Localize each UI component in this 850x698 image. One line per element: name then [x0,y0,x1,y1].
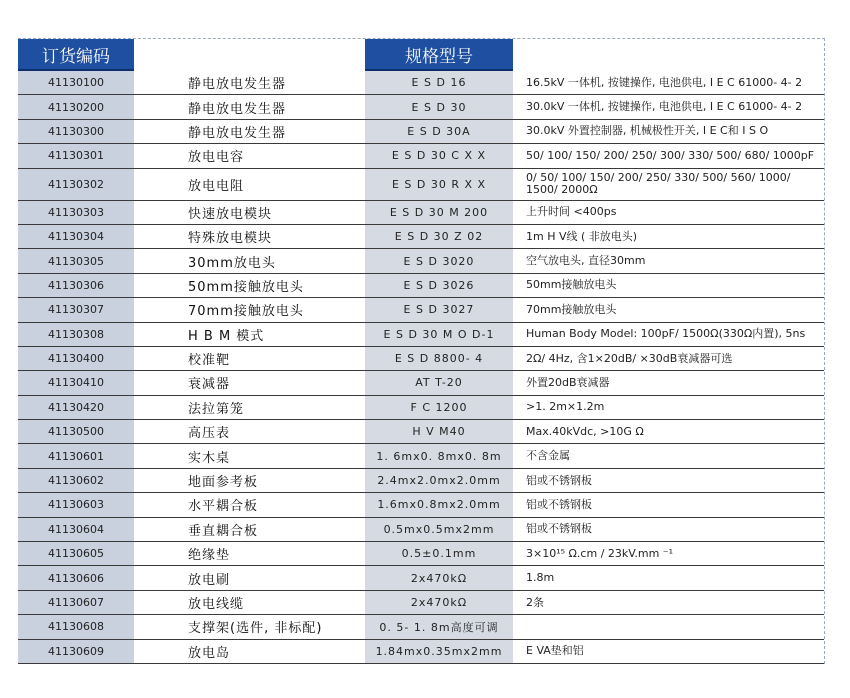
product-name-cell: 70mm接触放电头 [188,304,304,320]
description-cell [513,615,824,638]
order-code-cell: 41130303 [18,201,134,224]
table-row [18,542,824,566]
spec-model-header: 规格型号 [365,39,513,71]
product-name-cell: 实木桌 [188,450,231,466]
spec-model-cell: E S D 30A [365,120,513,143]
description-cell: 2条 [526,595,544,609]
product-name-cell: 静电放电发生器 [188,101,287,117]
product-name-cell: 衰减器 [188,377,231,393]
spec-model-cell: E S D 8800- 4 [365,347,513,370]
table-row [18,371,824,395]
product-name-cell: 校准靶 [188,353,231,369]
description-cell: 铝或不锈钢板 [526,522,592,536]
order-code-cell: 41130420 [18,396,134,419]
table-header [18,39,824,71]
order-code-cell: 41130410 [18,371,134,394]
description-cell: Human Body Model: 100pF/ 1500Ω(330Ω内置), 5ns [526,327,806,341]
product-name-cell: 静电放电发生器 [188,77,287,93]
order-code-cell: 41130302 [18,169,134,200]
spec-model-cell: 2x470kΩ [365,591,513,614]
spec-model-cell: E S D 3027 [365,298,513,321]
description-cell: 70mm接触放电头 [526,302,617,316]
description-cell: 16.5kV 一体机, 按键操作, 电池供电, I E C 61000- 4- 2 [526,75,803,89]
order-code-cell: 41130605 [18,542,134,565]
spec-model-cell: AT T-20 [365,371,513,394]
description-cell: >1. 2m×1.2m [526,400,605,414]
description-cell: 30.0kV 外置控制器, 机械极性开关, I E C和 I S O [526,124,769,138]
description-cell: 3×10¹⁵ Ω.cm / 23kV.mm ⁻¹ [526,546,674,560]
order-code-cell: 41130608 [18,615,134,638]
product-name-cell: 放电线缆 [188,597,245,612]
spec-model-cell: 1.84mx0.35mx2mm [365,640,513,663]
table-row [18,347,824,371]
order-code-header: 订货编码 [18,39,134,71]
product-name-cell: H B M 模式 [188,328,265,344]
description-cell: 50mm接触放电头 [526,278,617,292]
spec-model-cell: 1.6mx0.8mx2.0mm [365,493,513,516]
product-name-cell: 垂直耦合板 [188,523,259,539]
spec-model-cell: 0.5±0.1mm [365,542,513,565]
table-row [18,298,824,322]
table-row [18,591,824,615]
table-row [18,493,824,517]
spec-model-cell: H V M40 [365,420,513,443]
order-code-cell: 41130304 [18,225,134,248]
spec-model-cell: E S D 30 R X X [365,169,513,200]
table-row [18,566,824,590]
product-name-cell: 50mm接触放电头 [188,279,304,295]
spec-model-cell: E S D 30 M O D-1 [365,323,513,346]
table-row [18,95,824,119]
table-row [18,420,824,444]
order-code-cell: 41130604 [18,518,134,541]
description-cell: 铝或不锈钢板 [526,497,592,511]
product-name-cell: 放电电阻 [188,178,245,194]
product-name-cell: 水平耦合板 [188,499,259,515]
table-row [18,518,824,542]
product-name-cell: 放电刷 [188,572,231,588]
table-row [18,274,824,298]
spec-model-cell: 0. 5- 1. 8m高度可调 [365,615,513,638]
product-name-cell: 高压表 [188,426,231,442]
product-name-cell: 静电放电发生器 [188,125,287,141]
table-row [18,444,824,468]
product-name-cell: 地面参考板 [188,475,259,491]
spec-model-cell: E S D 3026 [365,274,513,297]
description-cell: 30.0kV 一体机, 按键操作, 电池供电, I E C 61000- 4- 2 [526,100,803,114]
spec-model-cell: E S D 30 Z 02 [365,225,513,248]
table-body [18,71,824,664]
table-row [18,169,824,201]
order-code-cell: 41130606 [18,566,134,589]
table-row [18,249,824,273]
order-code-cell: 41130500 [18,420,134,443]
order-code-cell: 41130305 [18,249,134,272]
description-cell: E VA垫和铝 [526,644,584,658]
spec-model-cell: 1. 6mx0. 8mx0. 8m [365,444,513,467]
table-row [18,71,824,95]
spec-model-cell: E S D 3020 [365,249,513,272]
description-cell: 50/ 100/ 150/ 200/ 250/ 300/ 330/ 500/ 680/ 1000pF [526,148,815,162]
product-name-cell: 支撑架(选件, 非标配) [188,621,323,637]
table-row [18,469,824,493]
description-cell: 2Ω/ 4Hz, 含1×20dB/ ×30dB衰减器可选 [526,351,733,365]
description-cell: 铝或不锈钢板 [526,473,592,487]
spec-model-cell: E S D 30 C X X [365,144,513,167]
order-code-cell: 41130400 [18,347,134,370]
order-code-cell: 41130603 [18,493,134,516]
order-code-cell: 41130307 [18,298,134,321]
table-row [18,615,824,639]
order-code-cell: 41130100 [18,71,134,94]
spec-model-cell: E S D 30 M 200 [365,201,513,224]
order-code-cell: 41130306 [18,274,134,297]
order-code-cell: 41130301 [18,144,134,167]
product-name-cell: 30mm放电头 [188,255,276,271]
product-name-cell: 绝缘垫 [188,548,231,564]
order-code-cell: 41130601 [18,444,134,467]
table-row [18,120,824,144]
spec-model-cell: E S D 16 [365,71,513,94]
description-cell: 1m H V线 ( 非放电头) [526,229,638,243]
description-cell: Max.40kVdc, >10G Ω [526,424,644,438]
table-row [18,323,824,347]
order-code-cell: 41130308 [18,323,134,346]
product-name-cell: 放电电容 [188,150,245,166]
description-cell: 不含金属 [526,449,570,463]
description-cell: 0/ 50/ 100/ 150/ 200/ 250/ 330/ 500/ 560/ 1000/ 1500/ 2000Ω [526,171,791,197]
table-row [18,201,824,225]
spec-model-cell: 2.4mx2.0mx2.0mm [365,469,513,492]
table-row [18,144,824,168]
order-code-cell: 41130200 [18,95,134,118]
order-code-cell: 41130609 [18,640,134,663]
order-code-cell: 41130602 [18,469,134,492]
description-cell: 外置20dB衰减器 [526,375,610,389]
order-code-cell: 41130607 [18,591,134,614]
table-row [18,640,824,664]
description-cell: 1.8m [526,571,555,585]
product-name-cell: 特殊放电模块 [188,231,273,247]
product-table [18,38,825,664]
spec-model-cell: F C 1200 [365,396,513,419]
spec-model-cell: E S D 30 [365,95,513,118]
table-row [18,396,824,420]
description-cell: 上升时间 <400ps [526,205,617,219]
order-code-cell: 41130300 [18,120,134,143]
spec-model-cell: 0.5mx0.5mx2mm [365,518,513,541]
description-cell: 空气放电头, 直径30mm [526,254,646,268]
table-row [18,225,824,249]
spec-model-cell: 2x470kΩ [365,566,513,589]
product-name-cell: 快速放电模块 [188,206,273,222]
product-name-cell: 放电岛 [188,645,231,661]
product-name-cell: 法拉第笼 [188,401,245,417]
